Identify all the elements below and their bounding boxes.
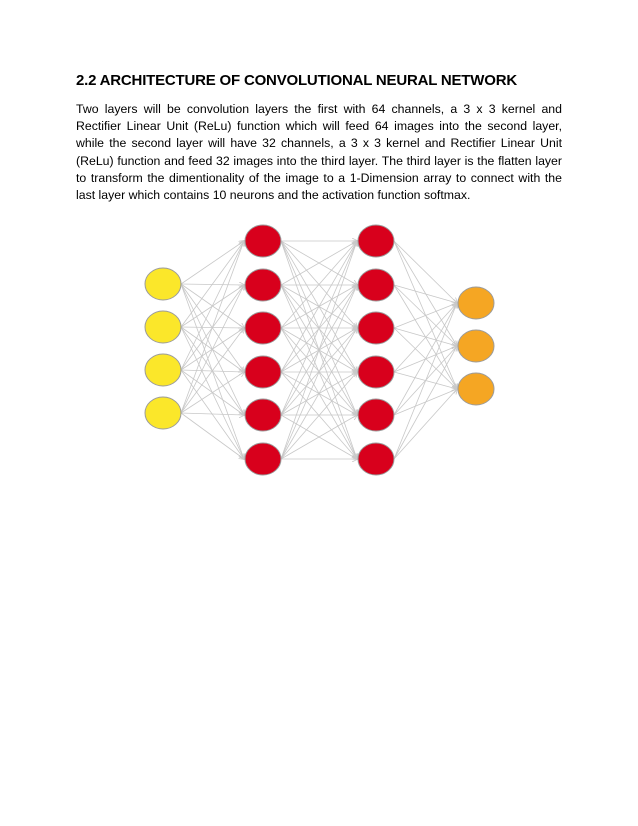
hidden-layer-2-neuron-1 [358, 225, 394, 257]
input-layer-neuron-4 [145, 397, 181, 429]
input-layer-neuron-1 [145, 268, 181, 300]
connections-group [181, 241, 457, 459]
output-layer-neuron-1 [458, 287, 494, 319]
connection-hidden-layer-2-4-to-output-layer-0 [394, 303, 457, 415]
connection-hidden-layer-2-5-to-output-layer-1 [394, 346, 457, 459]
connection-hidden-layer-2-5-to-output-layer-0 [394, 303, 457, 459]
connection-input-layer-3-to-hidden-layer-1-5 [181, 413, 244, 459]
body-paragraph: Two layers will be convolution layers the first with 64 channels, a 3 x 3 kernel and Rectifier Linear Unit (ReLu) function which will feed 64 images into the second layer, while the second layer will have 32 channels, a 3 x 3 kernel and Rectifier Linear Unit (ReLu) function and feed 32 images into the third layer. The third layer is the flatten layer to transform the dimentionality of the image to a 1-Dimension array to connect with the last layer which contains 10 neurons and the activation function softmax. [76, 102, 562, 203]
hidden-layer-1-neuron-4 [245, 356, 281, 388]
input-layer-neuron-3 [145, 354, 181, 386]
input-layer-neuron-2 [145, 311, 181, 343]
hidden-layer-2-neuron-2 [358, 269, 394, 301]
hidden-layer-1-neuron-6 [245, 443, 281, 475]
hidden-layer-1-neuron-2 [245, 269, 281, 301]
hidden-layer-2-neuron-3 [358, 312, 394, 344]
connection-hidden-layer-2-5-to-output-layer-2 [394, 389, 457, 459]
connection-input-layer-2-to-hidden-layer-1-0 [181, 241, 244, 370]
hidden-layer-2-neuron-4 [358, 356, 394, 388]
hidden-layer-1-neuron-5 [245, 399, 281, 431]
output-layer-neuron-3 [458, 373, 494, 405]
connection-input-layer-0-to-hidden-layer-1-0 [181, 241, 244, 284]
output-layer-neuron-2 [458, 330, 494, 362]
hidden-layer-2-neuron-5 [358, 399, 394, 431]
hidden-layer-1-neuron-1 [245, 225, 281, 257]
section-heading: 2.2 ARCHITECTURE OF CONVOLUTIONAL NEURAL NETWORK [76, 72, 517, 89]
hidden-layer-2-neuron-6 [358, 443, 394, 475]
connection-input-layer-3-to-hidden-layer-1-3 [181, 372, 244, 413]
hidden-layer-1-neuron-3 [245, 312, 281, 344]
connection-hidden-layer-2-2-to-output-layer-0 [394, 303, 457, 328]
